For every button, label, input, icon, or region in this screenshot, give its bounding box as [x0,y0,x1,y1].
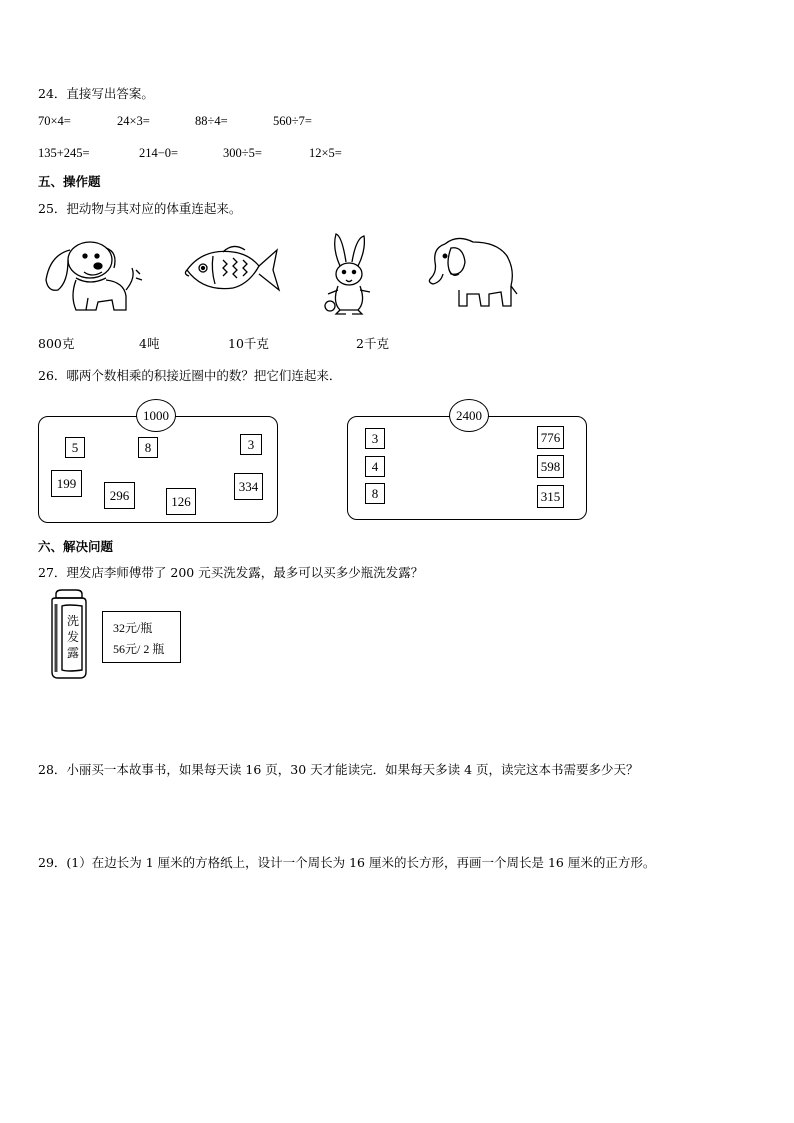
weight-label: 800克 [38,336,75,351]
price-double: 56元/ 2 瓶 [113,642,165,656]
section-heading: 五、操作题 [38,174,101,189]
q25-title: 25．把动物与其对应的体重连起来。 [38,201,242,216]
number-box: 199 [51,470,82,497]
number-box: 5 [65,437,85,458]
number-box: 8 [138,437,158,458]
section-heading: 六、解决问题 [38,539,114,554]
weight-label: 10千克 [228,336,269,351]
elephant-icon [423,232,518,312]
price-box [102,611,181,663]
weight-label: 4吨 [139,336,160,351]
target-circle-right: 2400 [449,399,489,432]
q24-item: 24×3= [117,114,150,128]
price-single: 32元/瓶 [113,621,153,635]
q26-title: 26．哪两个数相乘的积接近圈中的数？把它们连起来． [38,368,342,383]
number-box: 598 [537,455,564,478]
number-box: 126 [166,488,196,515]
number-box: 776 [537,426,564,449]
number-box: 3 [240,434,262,455]
q24-title: 24．直接写出答案。 [38,86,154,101]
bottle-label: 洗 发 露 [67,614,80,660]
number-box: 8 [365,483,385,504]
q24-item: 70×4= [38,114,71,128]
number-box: 3 [365,428,385,449]
number-box: 296 [104,482,135,509]
q24-item: 560÷7= [273,114,312,128]
number-box: 315 [537,485,564,508]
weight-label: 2千克 [356,336,389,351]
number-box: 4 [365,456,385,477]
q29-title: 29．(1）在边长为 1 厘米的方格纸上，设计一个周长为 16 厘米的长方形，再画一个周长是 16 厘米的正方形。 [38,855,656,870]
number-box: 334 [234,473,263,500]
q24-item: 88÷4= [195,114,228,128]
q28-title: 28．小丽买一本故事书，如果每天读 16 页，30 天才能读完．如果每天多读 4 页，读完这本书需要多少天？ [38,762,639,777]
q24-item: 135+245= [38,146,90,160]
q24-item: 12×5= [309,146,342,160]
dog-icon [40,230,145,316]
q24-item: 214−0= [139,146,179,160]
q24-item: 300÷5= [223,146,262,160]
target-circle-left: 1000 [136,399,176,432]
q27-title: 27．理发店李师傅带了 200 元买洗发露，最多可以买多少瓶洗发露？ [38,565,424,580]
rabbit-icon [318,230,378,316]
fish-icon [183,240,283,300]
